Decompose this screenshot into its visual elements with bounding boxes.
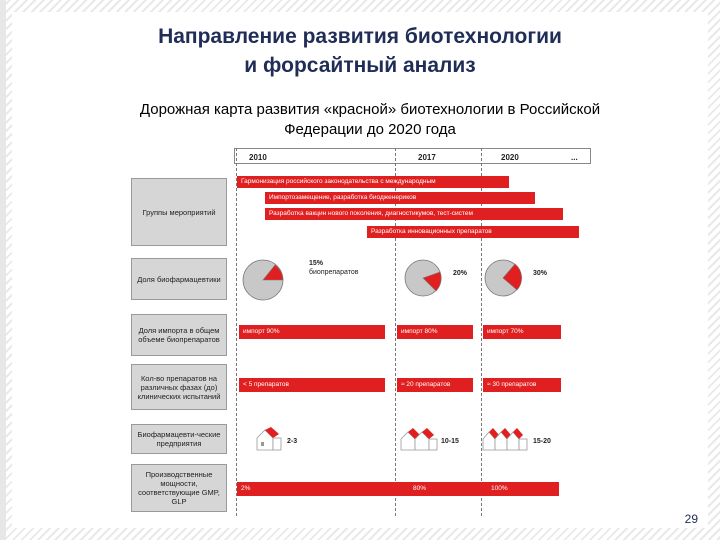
- year-2020: 2020: [501, 153, 519, 162]
- enterprises-2010-value: 2-3: [287, 438, 298, 445]
- subtitle-line-1: Дорожная карта развития «красной» биотехнологии в Российской: [139, 101, 601, 118]
- row-label-groups: Группы мероприятий: [131, 178, 227, 246]
- share-2010-label: биопрепаратов: [309, 269, 359, 276]
- arrow-capacity: [237, 482, 559, 496]
- title-line-1: Направление развития биотехнологии: [158, 25, 562, 48]
- capacity-2020: 100%: [491, 485, 508, 492]
- title-line-2: и форсайтный анализ: [244, 54, 476, 77]
- enterprises-2017-value: 10-15: [441, 438, 459, 445]
- factory-icon-2010: [255, 426, 285, 452]
- capacity-2017: 80%: [413, 485, 427, 492]
- year-2017: 2017: [418, 153, 436, 162]
- guide-line-2010: [236, 148, 237, 516]
- pie-2020: [479, 256, 529, 302]
- year-more: ...: [571, 153, 578, 162]
- arrow-count-2020: ≈ 30 препаратов: [483, 378, 561, 392]
- row-label-share: Доля биофармацевтики: [131, 258, 227, 300]
- subtitle-line-2: Федерации до 2020 года: [284, 121, 456, 138]
- share-2017-value: 20%: [453, 270, 468, 277]
- arrow-import-substitution: Импортозамещение, разработка биодженериков: [265, 192, 535, 204]
- year-2010: 2010: [249, 153, 267, 162]
- factory-icon-2017: [399, 426, 443, 452]
- arrow-count-2017: ≈ 20 препаратов: [397, 378, 473, 392]
- row-label-import: Доля импорта в общем объеме биопрепаратов: [131, 314, 227, 356]
- arrow-harmonization: Гармонизация российского законодательства с международным: [237, 176, 509, 188]
- arrow-vaccines: Разработка вакцин нового поколения, диагностикумов, тест-систем: [265, 208, 563, 220]
- enterprises-2020-value: 15-20: [533, 438, 551, 445]
- roadmap-diagram: [131, 148, 591, 516]
- arrow-innovative: Разработка инновационных препаратов: [367, 226, 579, 238]
- pie-2017: [399, 256, 449, 302]
- factory-icon-2020: [481, 424, 531, 452]
- arrow-count-2010: < 5 препаратов: [239, 378, 385, 392]
- row-label-enterprises: Биофармацевти-ческие предприятия: [131, 424, 227, 454]
- slide-title: [60, 22, 660, 80]
- slide-subtitle: [40, 100, 700, 140]
- pie-2010: [239, 256, 301, 302]
- left-bar: [0, 0, 6, 540]
- capacity-2010: 2%: [241, 485, 251, 492]
- share-2010-value: 15%: [309, 260, 324, 267]
- share-2020-value: 30%: [533, 270, 548, 277]
- arrow-import-2017: импорт 80%: [397, 325, 473, 339]
- row-label-count: Кол-во препаратов на различных фазах (до) клинических испытаний: [131, 364, 227, 410]
- row-label-capacity: Производственные мощности, соответствующие GMP, GLP: [131, 464, 227, 512]
- page-number: 29: [684, 512, 698, 526]
- arrow-import-2010: импорт 90%: [239, 325, 385, 339]
- arrow-import-2020: импорт 70%: [483, 325, 561, 339]
- timeline-header: [234, 148, 591, 164]
